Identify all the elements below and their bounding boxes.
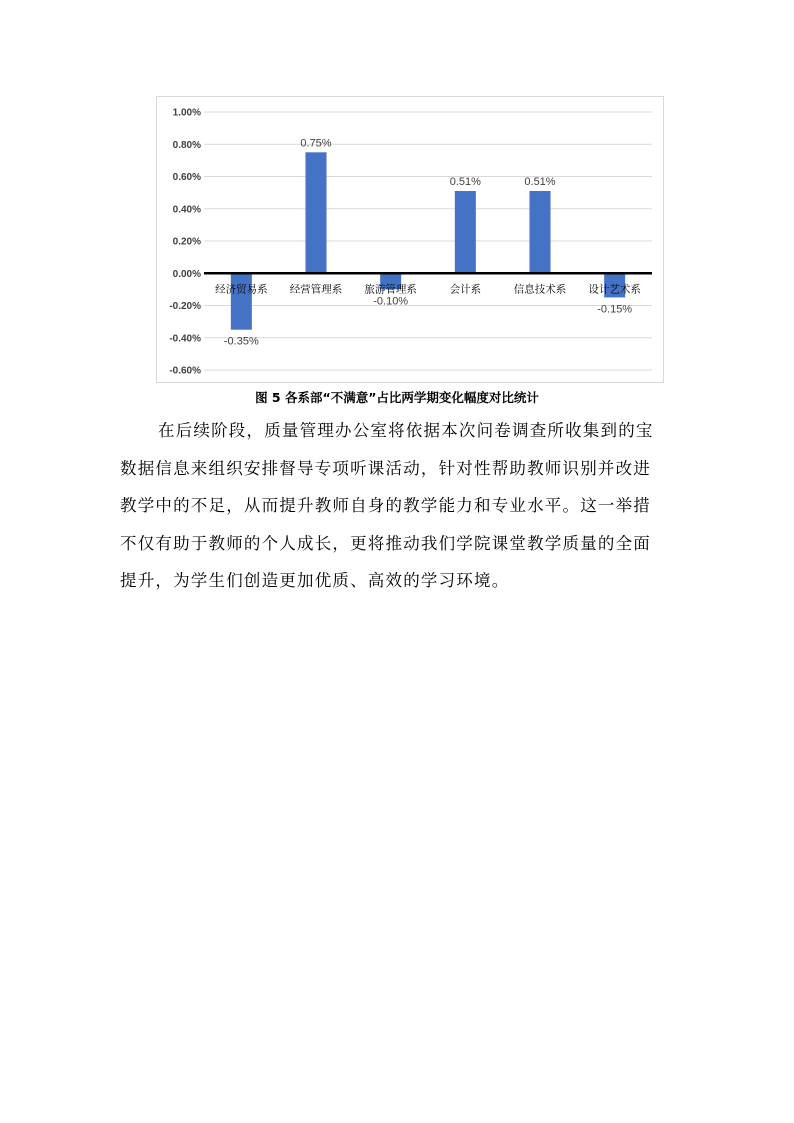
body-text <box>120 412 672 600</box>
bar <box>455 191 476 273</box>
paragraph-line: 在后续阶段，质量管理办公室将依据本次问卷调查所收集到的宝 <box>158 421 654 440</box>
y-tick-label: 0.60% <box>172 172 201 183</box>
data-label: 0.51% <box>449 176 481 189</box>
bar-chart <box>156 96 664 383</box>
category-label: 经济贸易系 <box>215 283 268 296</box>
category-label: 设计艺术系 <box>588 283 641 296</box>
y-tick-label: 0.20% <box>172 236 201 248</box>
data-label: 0.75% <box>300 137 332 150</box>
data-label: 0.51% <box>524 176 556 189</box>
grid-layer <box>204 112 652 370</box>
y-tick-label: -0.20% <box>169 301 201 312</box>
paragraph <box>120 412 672 600</box>
category-label: 会计系 <box>449 283 482 296</box>
paragraph-line: 数据信息来组织安排督导专项听课活动，针对性帮助教师识别并改进 <box>120 458 651 478</box>
data-label: -0.10% <box>373 295 409 308</box>
paragraph-line: 不仅有助于教师的个人成长，更将推动我们学院课堂教学质量的全面 <box>120 533 651 553</box>
y-tick-label: -0.40% <box>169 333 201 345</box>
data-label: -0.35% <box>223 335 259 348</box>
y-tick-labels <box>169 108 201 377</box>
bar <box>231 273 252 329</box>
y-tick-label: 0.00% <box>172 268 201 280</box>
category-label: 信息技术系 <box>513 283 567 296</box>
paragraph-line: 提升，为学生们创造更加优质、高效的学习环境。 <box>120 571 510 590</box>
y-tick-label: 0.80% <box>172 139 201 151</box>
data-labels <box>224 137 632 347</box>
y-tick-label: -0.60% <box>169 365 201 377</box>
figure-caption: 图 5 各系部“不满意”占比两学期变化幅度对比统计 <box>255 390 539 405</box>
category-label: 经营管理系 <box>289 283 343 296</box>
y-tick-label: 0.40% <box>172 204 201 216</box>
category-label: 旅游管理系 <box>364 283 417 296</box>
bar <box>530 191 551 273</box>
category-labels <box>215 282 641 295</box>
y-tick-label: 1.00% <box>172 107 201 119</box>
data-label: -0.15% <box>597 303 633 316</box>
paragraph-line: 教学中的不足，从而提升教师自身的教学能力和专业水平。这一举措 <box>120 496 651 515</box>
bar <box>306 152 327 273</box>
